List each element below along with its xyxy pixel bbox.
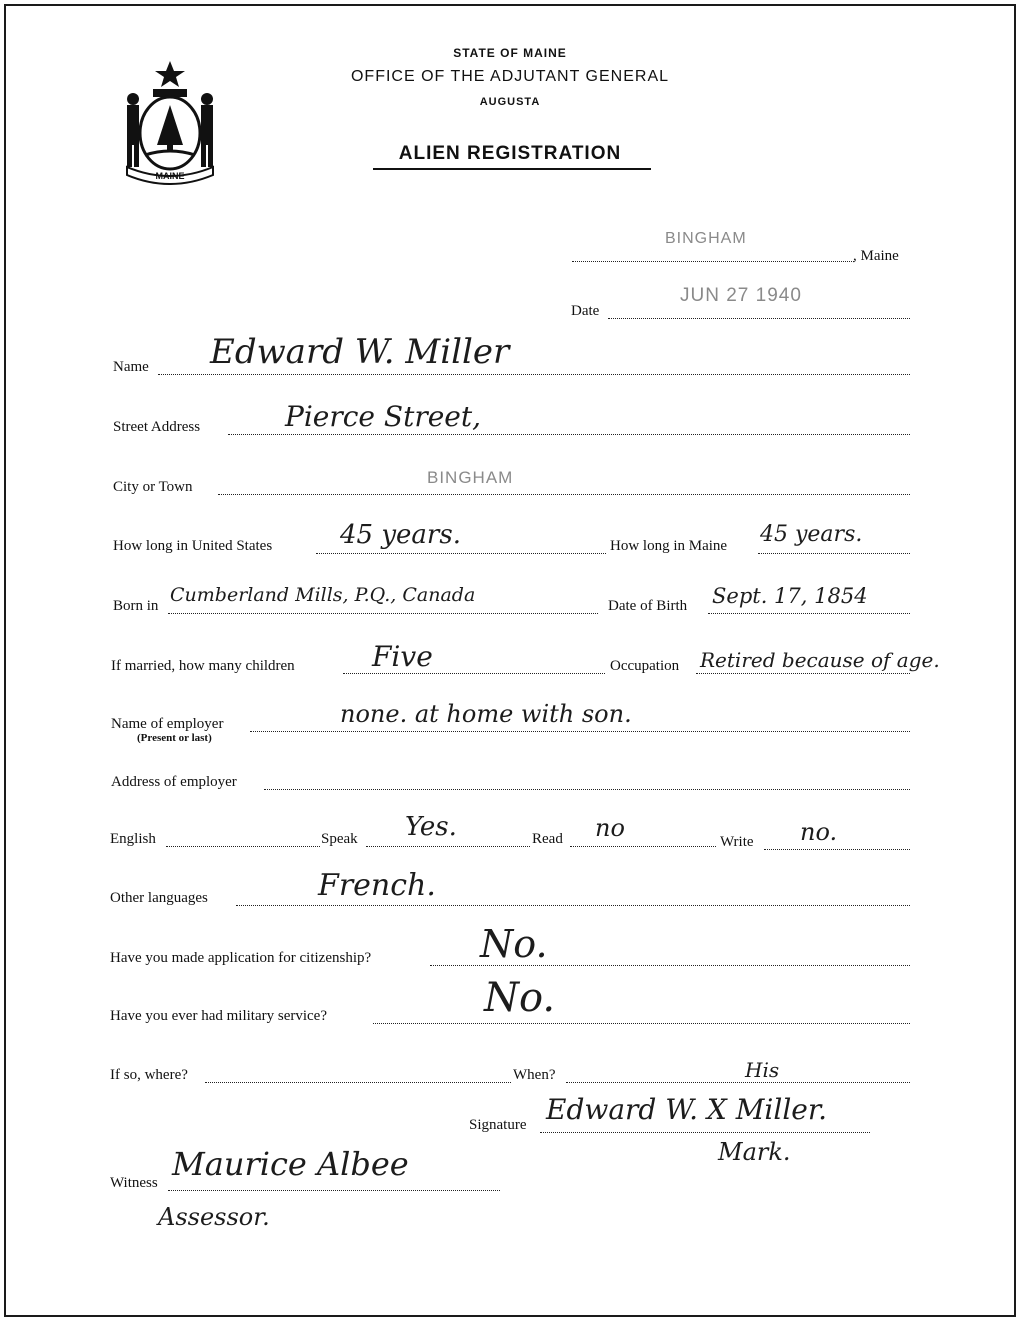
employer-address-label: Address of employer [111, 774, 237, 790]
header-state: STATE OF MAINE [453, 46, 567, 60]
english-label: English [110, 831, 156, 847]
witness-title: Assessor. [158, 1203, 270, 1231]
employer-line [250, 731, 910, 732]
name-line [158, 374, 910, 375]
date-stamp: JUN 27 1940 [680, 285, 802, 306]
where-label: If so, where? [110, 1067, 188, 1083]
other-languages-value: French. [318, 868, 436, 903]
occupation-line [696, 673, 910, 674]
born-in-line [168, 613, 598, 614]
signature-label: Signature [469, 1117, 527, 1133]
read-value: no [595, 814, 625, 842]
title-underline [373, 168, 651, 170]
employer-sublabel: (Present or last) [137, 732, 212, 744]
when-value: His [745, 1058, 780, 1082]
name-label: Name [113, 359, 149, 375]
when-label: When? [513, 1067, 556, 1083]
location-suffix: , Maine [853, 248, 899, 264]
speak-label: Speak [321, 831, 358, 847]
speak-value: Yes. [405, 812, 457, 842]
children-label: If married, how many children [111, 658, 295, 674]
write-line [764, 849, 910, 850]
how-long-us-label: How long in United States [113, 538, 273, 554]
other-languages-line [236, 905, 910, 906]
dob-value: Sept. 17, 1854 [712, 584, 868, 608]
how-long-maine-line [758, 553, 910, 554]
page-title: ALIEN REGISTRATION [398, 143, 622, 164]
born-in-value: Cumberland Mills, P.Q., Canada [170, 584, 476, 606]
read-label: Read [532, 831, 563, 847]
street-label: Street Address [113, 419, 201, 435]
employer-address-line [264, 789, 910, 790]
citizenship-value: No. [480, 922, 548, 966]
street-line [228, 434, 910, 435]
how-long-us-value: 45 years. [340, 520, 461, 550]
how-long-maine-label: How long in Maine [610, 538, 728, 554]
military-label: Have you ever had military service? [110, 1008, 327, 1024]
occupation-value: Retired because of age. [700, 648, 940, 672]
other-languages-label: Other languages [110, 890, 208, 906]
military-line [373, 1023, 910, 1024]
where-line [205, 1082, 511, 1083]
seal-label: MAINE [155, 171, 185, 181]
signature-line [540, 1132, 870, 1133]
dob-label: Date of Birth [608, 598, 688, 614]
location-line [572, 261, 854, 262]
header-city: AUGUSTA [479, 96, 541, 108]
employer-value: none. at home with son. [340, 700, 632, 728]
witness-label: Witness [110, 1175, 158, 1191]
date-line [608, 318, 910, 319]
signature-mark: Mark. [718, 1138, 791, 1166]
location-stamp: BINGHAM [665, 230, 747, 247]
witness-value: Maurice Albee [172, 1145, 409, 1183]
when-line [566, 1082, 910, 1083]
city-value: BINGHAM [427, 468, 514, 487]
born-in-label: Born in [113, 598, 159, 614]
read-line [570, 846, 716, 847]
signature-value: Edward W. X Miller. [546, 1093, 828, 1126]
speak-line [366, 846, 530, 847]
occupation-label: Occupation [610, 658, 680, 674]
write-label: Write [720, 834, 754, 850]
children-line [343, 673, 605, 674]
military-value: No. [484, 975, 556, 1021]
maine-seal-icon [115, 55, 225, 185]
city-label: City or Town [113, 479, 193, 495]
dob-line [708, 613, 910, 614]
street-value: Pierce Street, [285, 400, 482, 433]
children-value: Five [372, 640, 433, 673]
english-line [166, 846, 320, 847]
employer-label: Name of employer [111, 716, 224, 732]
how-long-us-line [316, 553, 606, 554]
header-office: OFFICE OF THE ADJUTANT GENERAL [350, 68, 670, 85]
name-value: Edward W. Miller [210, 332, 510, 372]
date-label: Date [571, 303, 600, 319]
city-line [218, 494, 910, 495]
witness-line [168, 1190, 500, 1191]
how-long-maine-value: 45 years. [760, 522, 863, 547]
citizenship-label: Have you made application for citizenship? [110, 950, 372, 966]
write-value: no. [800, 818, 838, 846]
